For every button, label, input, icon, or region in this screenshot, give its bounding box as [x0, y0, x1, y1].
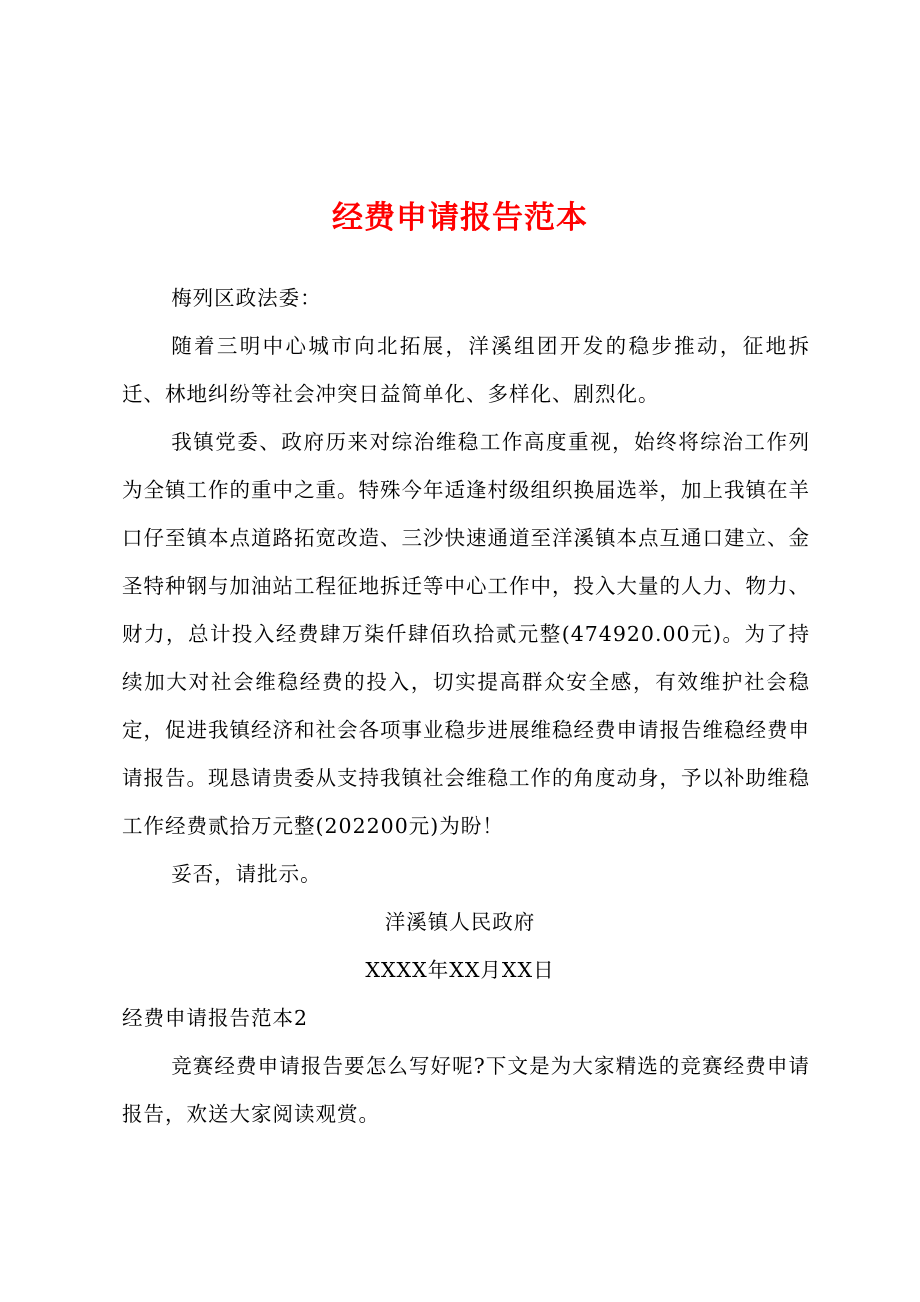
main-body	[122, 274, 810, 898]
section-2	[122, 994, 810, 1138]
signature-org: 洋溪镇人民政府	[384, 910, 536, 934]
paragraph-1: 随着三明中心城市向北拓展，洋溪组团开发的稳步推动，征地拆迁、林地纠纷等社会冲突日益简单化、多样化、剧烈化。	[122, 334, 810, 406]
section-2-paragraph: 竞赛经费申请报告要怎么写好呢?下文是为大家精选的竞赛经费申请报告，欢送大家阅读观赏。	[122, 1054, 810, 1126]
salutation: 梅列区政法委：	[171, 286, 322, 310]
document-title: 经费申请报告范本	[332, 200, 588, 236]
section-2-heading: 经费申请报告范本2	[122, 1006, 309, 1030]
paragraph-2: 我镇党委、政府历来对综治维稳工作高度重视，始终将综治工作列为全镇工作的重中之重。特殊今年适逢村级组织换届选举，加上我镇在羊口仔至镇本点道路拓宽改造、三沙快速通道至洋溪镇本点互通口建立、金圣特种钢与加油站工程征地拆迁等中心工作中，投入大量的人力、物力、财力，总计投入经费肆万柒仟肆佰玖拾贰元整(474920.00元)。为了持续加大对社会维稳经费的投入，切实提高群众安全感，有效维护社会稳定，促进我镇经济和社会各项事业稳步进展维稳经费申请报告维稳经费申请报告。现恳请贵委从支持我镇社会维稳工作的角度动身，予以补助维稳工作经费贰拾万元整(202200元)为盼！	[122, 430, 810, 838]
signature-date: XXXX年XX月XX日	[365, 958, 555, 982]
closing-line: 妥否，请批示。	[171, 862, 322, 886]
